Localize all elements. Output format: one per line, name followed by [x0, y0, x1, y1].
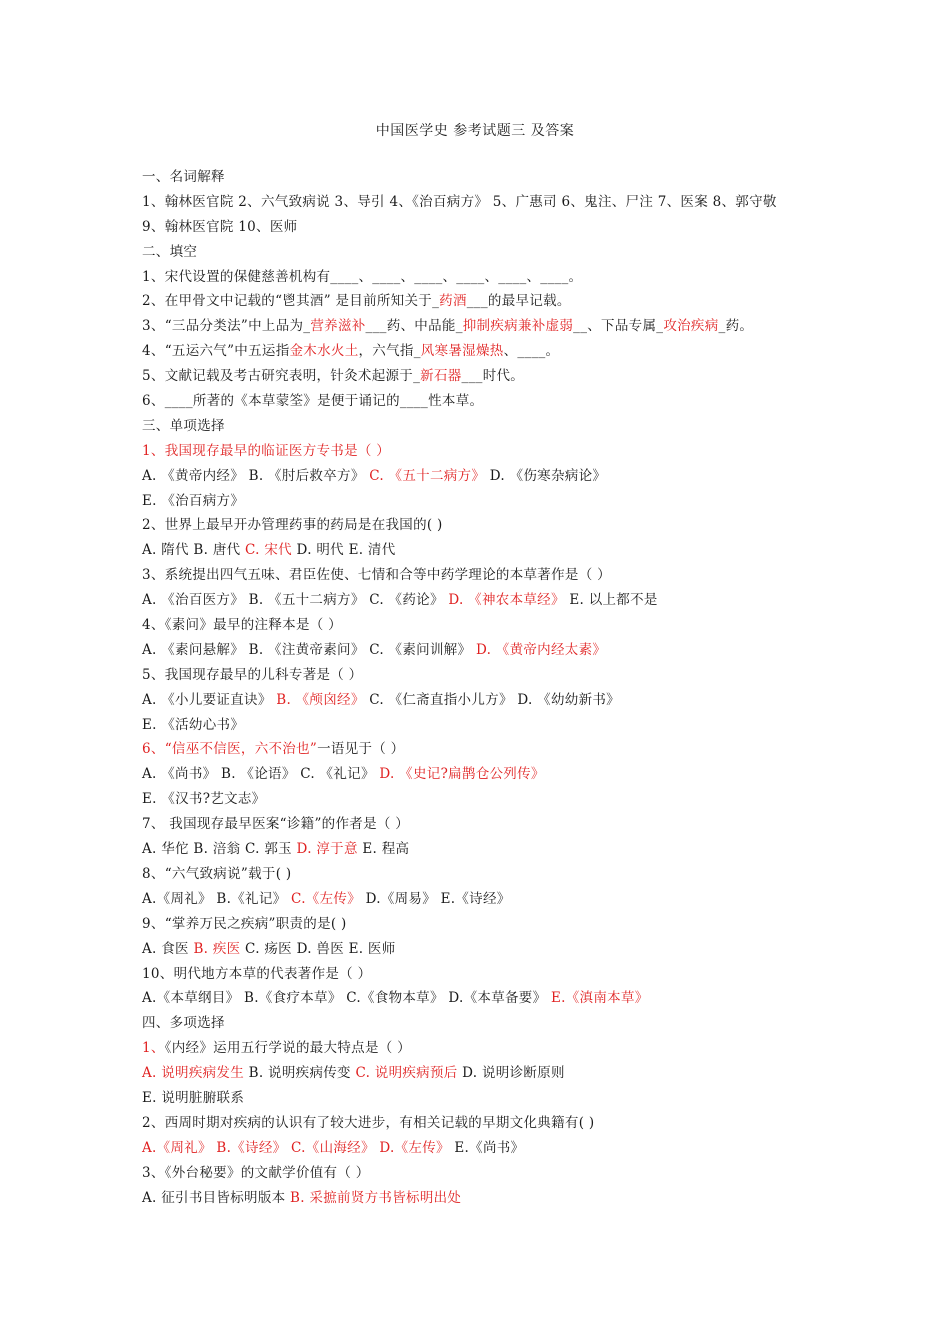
answer-text: C. 宋代	[245, 542, 292, 559]
question-text: B. 说明疾病传变	[244, 1065, 356, 1082]
question-text: 9、“掌养万民之疾病”职责的是( )	[142, 915, 347, 932]
text-line	[142, 613, 842, 638]
text-line	[142, 986, 842, 1011]
text-line	[142, 962, 842, 987]
text-line	[142, 737, 842, 762]
text-line	[142, 638, 842, 663]
text-line	[142, 1111, 842, 1136]
question-text: 3、系统提出四气五味、君臣佐使、七情和合等中药学理论的本草著作是（ ）	[142, 567, 611, 584]
answer-text: C.《左传》	[291, 890, 361, 907]
question-text: 三、单项选择	[142, 417, 225, 434]
document-body	[142, 165, 842, 1210]
question-text: A. 《尚书》 B. 《论语》 C. 《礼记》	[142, 766, 380, 783]
question-text: D. 明代 E. 清代	[291, 542, 396, 559]
answer-text: C. 说明疾病预后	[355, 1065, 458, 1082]
question-text: 二、填空	[142, 243, 198, 260]
answer-text: D. 《黄帝内经太素》	[475, 641, 607, 658]
question-text: 1、宋代设置的保健慈善机构有____、____、____、____、____、____。	[142, 268, 583, 285]
question-text: 8、“六气致病说”载于( )	[142, 865, 292, 882]
question-text: A.《周礼》 B.《礼记》	[142, 890, 292, 907]
question-text: A. 《黄帝内经》 B. 《肘后救卒方》	[142, 467, 370, 484]
question-text: 一语见于（ ）	[317, 741, 405, 758]
question-text: A. 食医	[142, 940, 194, 957]
text-line	[142, 439, 842, 464]
question-text: 、____。	[503, 343, 560, 360]
question-text: 9、翰林医官院 10、医师	[142, 218, 298, 235]
text-line	[142, 1186, 842, 1211]
answer-text: C. 《五十二病方》	[369, 467, 486, 484]
text-line	[142, 538, 842, 563]
question-text: 5、文献记载及考古研究表明，针灸术起源于_	[142, 368, 421, 385]
question-text: 4、“五运六气”中五运指	[142, 343, 290, 360]
question-text: ___时代。	[461, 368, 525, 385]
question-text: ___药、中品能_	[365, 318, 463, 335]
question-text: E. 《治百病方》	[142, 492, 245, 509]
question-text: A. 《小儿要证直诀》	[142, 691, 277, 708]
question-text: 6、____所著的《本草蒙筌》是便于诵记的____性本草。	[142, 393, 484, 410]
text-line	[142, 190, 842, 215]
text-line	[142, 314, 842, 339]
text-line	[142, 464, 842, 489]
question-text: ，六气指_	[358, 343, 421, 360]
answer-text: E.《滇南本草》	[551, 990, 649, 1007]
answer-text: 药酒	[439, 293, 467, 310]
text-line	[142, 663, 842, 688]
answer-text: 新石器	[420, 368, 462, 385]
question-text: 5、我国现存最早的儿科专著是（ ）	[142, 666, 363, 683]
text-line	[142, 787, 842, 812]
question-text: D. 《伤寒杂病论》	[485, 467, 607, 484]
question-text: D. 说明诊断原则	[457, 1065, 565, 1082]
question-text: C. 疡医 D. 兽医 E. 医师	[240, 940, 396, 957]
question-text: A. 《治百医方》 B. 《五十二病方》 C. 《药论》	[142, 592, 449, 609]
question-text: 2、世界上最早开办管理药事的药局是在我国的( )	[142, 517, 443, 534]
text-line	[142, 688, 842, 713]
text-line	[142, 414, 842, 439]
text-line	[142, 1011, 842, 1036]
text-line	[142, 364, 842, 389]
answer-text: B. 采摭前贤方书皆标明出处	[290, 1189, 462, 1206]
answer-text: 金木水火土	[289, 343, 359, 360]
text-line	[142, 1161, 842, 1186]
answer-text: 营养滋补	[310, 318, 366, 335]
document-title: 中国医学史 参考试题三 及答案	[375, 123, 575, 139]
answer-text: B. 《颅囟经》	[276, 691, 365, 708]
text-line	[142, 837, 842, 862]
answer-text: 攻治疾病	[663, 318, 719, 335]
question-text: A. 隋代 B. 唐代	[142, 542, 246, 559]
text-line	[142, 513, 842, 538]
text-line	[142, 588, 842, 613]
answer-text: 风寒暑湿燥热	[420, 343, 504, 360]
question-text: E. 说明脏腑联系	[142, 1089, 245, 1106]
question-text: 1、翰林医官院 2、六气致病说 3、导引 4、《治百病方》 5、广惠司 6、鬼注、尸注 7、医案 8、郭守敬	[142, 193, 777, 210]
question-text: 3、“三品分类法”中上品为_	[142, 318, 311, 335]
answer-text: D. 《神农本草经》	[448, 592, 565, 609]
question-text: 《内经》运用五行学说的最大特点是（ ）	[164, 1040, 411, 1057]
answer-text: 抑制疾病兼补虚弱	[462, 318, 574, 335]
text-line	[142, 812, 842, 837]
text-line	[142, 862, 842, 887]
question-text: 4、《素问》最早的注释本是（ ）	[142, 617, 342, 634]
text-line	[142, 1061, 842, 1086]
question-text: __、下品专属_	[573, 318, 664, 335]
text-line	[142, 389, 842, 414]
answer-text: D. 《史记?扁鹊仓公列传》	[379, 766, 545, 783]
question-text: 2、西周时期对疾病的认识有了较大进步，有相关记载的早期文化典籍有( )	[142, 1114, 595, 1131]
answer-text: 6、“信巫不信医，六不治也”	[142, 741, 318, 758]
question-text: E. 《汉书?艺文志》	[142, 791, 266, 808]
question-text: A.《本草纲目》 B.《食疗本草》 C.《食物本草》 D.《本草备要》	[142, 990, 551, 1007]
answer-text: 1、我国现存最早的临证医方专书是（ ）	[142, 442, 391, 459]
text-line	[142, 489, 842, 514]
text-line	[142, 713, 842, 738]
question-text: 7、 我国现存最早医案“诊籍”的作者是（ ）	[142, 816, 410, 833]
question-text: E. 《活幼心书》	[142, 716, 245, 733]
text-line	[142, 563, 842, 588]
text-line	[142, 937, 842, 962]
question-text: 10、明代地方本草的代表著作是（ ）	[142, 965, 372, 982]
text-line	[142, 1036, 842, 1061]
answer-text: D. 淳于意	[296, 841, 358, 858]
answer-text: A.《周礼》 B.《诗经》 C.《山海经》 D.《左传》	[142, 1139, 450, 1156]
answer-text: B. 疾医	[193, 940, 241, 957]
question-text: _药。	[718, 318, 754, 335]
question-text: A. 华佗 B. 涪翁 C. 郭玉	[142, 841, 297, 858]
answer-text: 1、	[142, 1040, 165, 1057]
text-line	[142, 762, 842, 787]
question-text: 一、名词解释	[142, 169, 225, 185]
question-text: 2、在甲骨文中记载的“鬯其酒” 是目前所知关于_	[142, 293, 440, 310]
question-text: A. 《素问悬解》 B. 《注黄帝素问》 C. 《素问训解》	[142, 641, 476, 658]
question-text: E. 程高	[357, 841, 410, 858]
text-line	[142, 215, 842, 240]
question-text: A. 征引书目皆标明版本	[142, 1189, 291, 1206]
answer-text: A. 说明疾病发生	[142, 1065, 245, 1082]
text-line	[142, 1136, 842, 1161]
text-line	[142, 339, 842, 364]
question-text: 3、《外台秘要》的文献学价值有（ ）	[142, 1164, 370, 1181]
question-text: E.《尚书》	[449, 1139, 525, 1156]
text-line	[142, 289, 842, 314]
question-text: D.《周易》 E.《诗经》	[361, 890, 511, 907]
text-line	[142, 265, 842, 290]
question-text: ___的最早记载。	[466, 293, 571, 310]
text-line	[142, 1086, 842, 1111]
question-text: E. 以上都不是	[564, 592, 658, 609]
text-line	[142, 912, 842, 937]
text-line	[142, 165, 842, 190]
text-line	[142, 887, 842, 912]
text-line	[142, 240, 842, 265]
question-text: C. 《仁斋直指小儿方》 D. 《幼幼新书》	[364, 691, 620, 708]
question-text: 四、多项选择	[142, 1015, 225, 1032]
